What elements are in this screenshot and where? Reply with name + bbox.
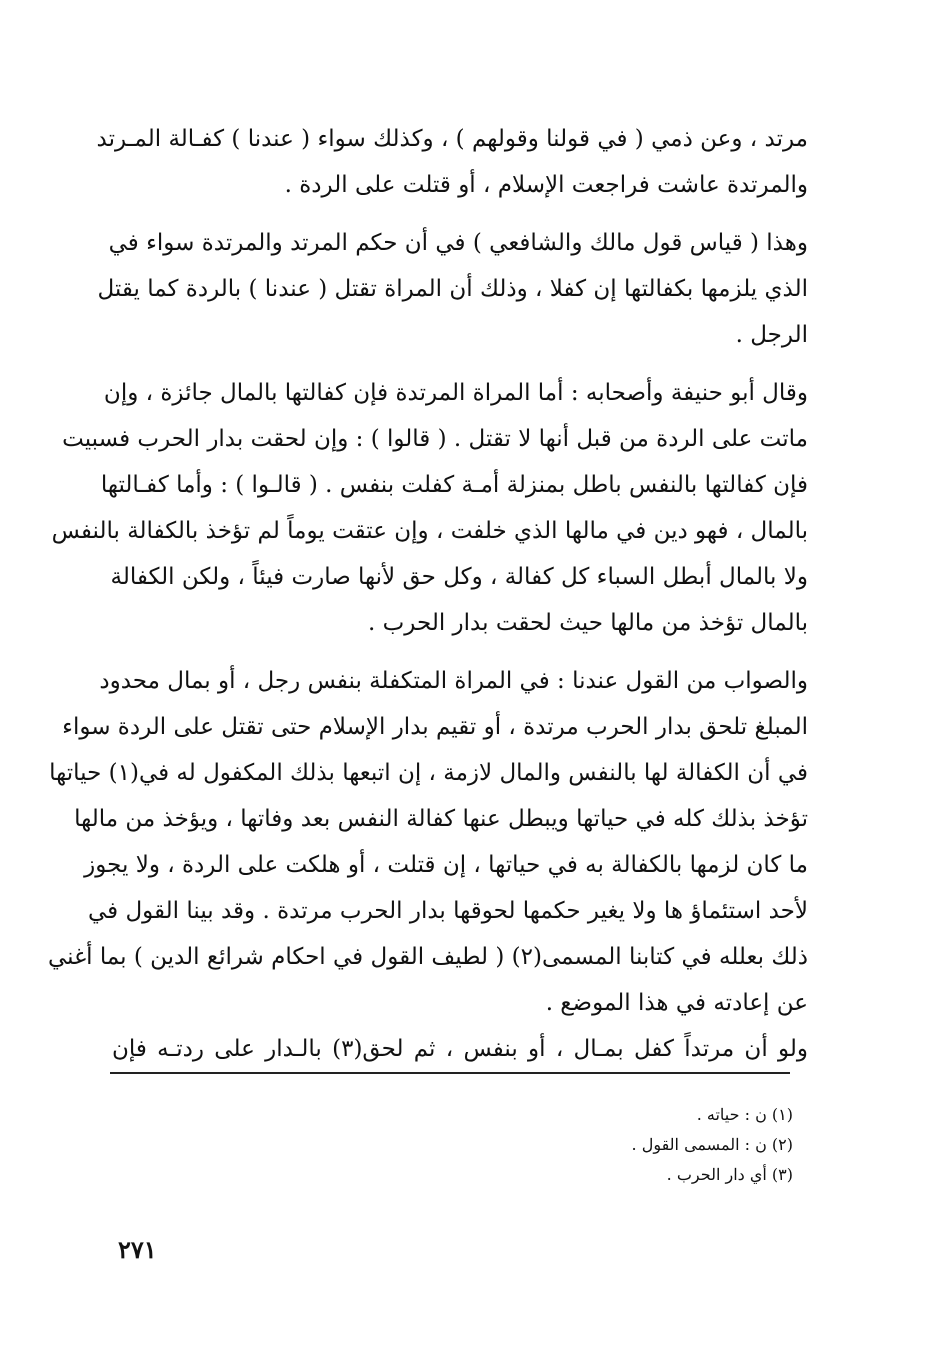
footnote-divider — [110, 1072, 790, 1074]
text-line: الرجل . — [735, 322, 808, 348]
text-line: بالمال ، فهو دين في مالها الذي خلفت ، وإن عتقت يوماً لم تؤخذ بالكفالة بالنفس — [51, 518, 808, 544]
text-line: ما كان لزمها بالكفالة به في حياتها ، إن قتلت ، أو هلكت على الردة ، ولا يجوز — [84, 852, 808, 878]
text-line: ولا بالمال أبطل السباء كل كفالة ، وكل حق لأنها صارت فيئاً ، ولكن الكفالة — [110, 564, 808, 590]
text-line: عن إعادته في هذا الموضع . — [545, 990, 808, 1016]
footnote: (١) ن : حياته . — [696, 1105, 793, 1124]
text-line: وهذا ( قياس قول مالك والشافعي ) في أن حكم المرتد والمرتدة سواء في — [108, 230, 808, 256]
text-line: والصواب من القول عندنا : في المراة المتكفلة بنفس رجل ، أو بمال محدود — [99, 668, 808, 694]
paragraph-gap — [112, 208, 808, 220]
footnote: (٣) أي دار الحرب . — [666, 1165, 793, 1184]
text-line: الذي يلزمها بكفالتها إن كفلا ، وذلك أن المراة تقتل ( عندنا ) بالردة كما يقتل — [97, 276, 808, 302]
main-text — [48, 116, 808, 1072]
page-number: ٢٧١ — [118, 1235, 157, 1264]
footnotes — [632, 1100, 793, 1190]
text-line: في أن الكفالة لها بالنفس والمال لازمة ، إن اتبعها بذلك المكفول له في(١) حياتها — [49, 760, 808, 786]
text-line: والمرتدة عاشت فراجعت الإسلام ، أو قتلت على الردة . — [284, 172, 808, 198]
text-line: لأحد استئماؤ ها ولا يغير حكمها لحوقها بدار الحرب مرتدة . وقد بينا القول في — [87, 898, 808, 924]
text-line: تؤخذ بذلك كله في حياتها ويبطل عنها كفالة النفس بعد وفاتها ، ويؤخذ من مالها — [74, 806, 808, 832]
paragraph-gap — [112, 358, 808, 370]
text-line: ذلك بعلله في كتابنا المسمى(٢) ( لطيف القول في احكام شرائع الدين ) بما أغني — [48, 944, 808, 970]
paragraph-gap — [112, 646, 808, 658]
text-line: المبلغ تلحق بدار الحرب مرتدة ، أو تقيم بدار الإسلام حتى تقتل على الردة سواء — [62, 714, 808, 740]
footnote: (٢) ن : المسمى القول . — [631, 1135, 793, 1154]
text-line: مرتد ، وعن ذمي ( في قولنا وقولهم ) ، وكذلك سواء ( عندنا ) كفـالة المـرتد — [96, 126, 808, 152]
text-line: وقال أبو حنيفة وأصحابه : أما المراة المرتدة فإن كفالتها بالمال جائزة ، وإن — [103, 380, 808, 406]
text-line: ولو أن مرتداً كفل بمـال ، أو بنفس ، ثم لحق(٣) بالـدار على ردتـه فإن — [112, 1036, 808, 1062]
text-line: فإن كفالتها بالنفس باطل بمنزلة أمـة كفلت بنفس . ( قالـوا ) : وأما كفـالتها — [100, 472, 808, 498]
text-line: ماتت على الردة من قبل أنها لا تقتل . ( قالوا ) : وإن لحقت بدار الحرب فسبيت — [62, 426, 808, 452]
text-line: بالمال تؤخذ من مالها حيث لحقت بدار الحرب . — [368, 610, 808, 636]
